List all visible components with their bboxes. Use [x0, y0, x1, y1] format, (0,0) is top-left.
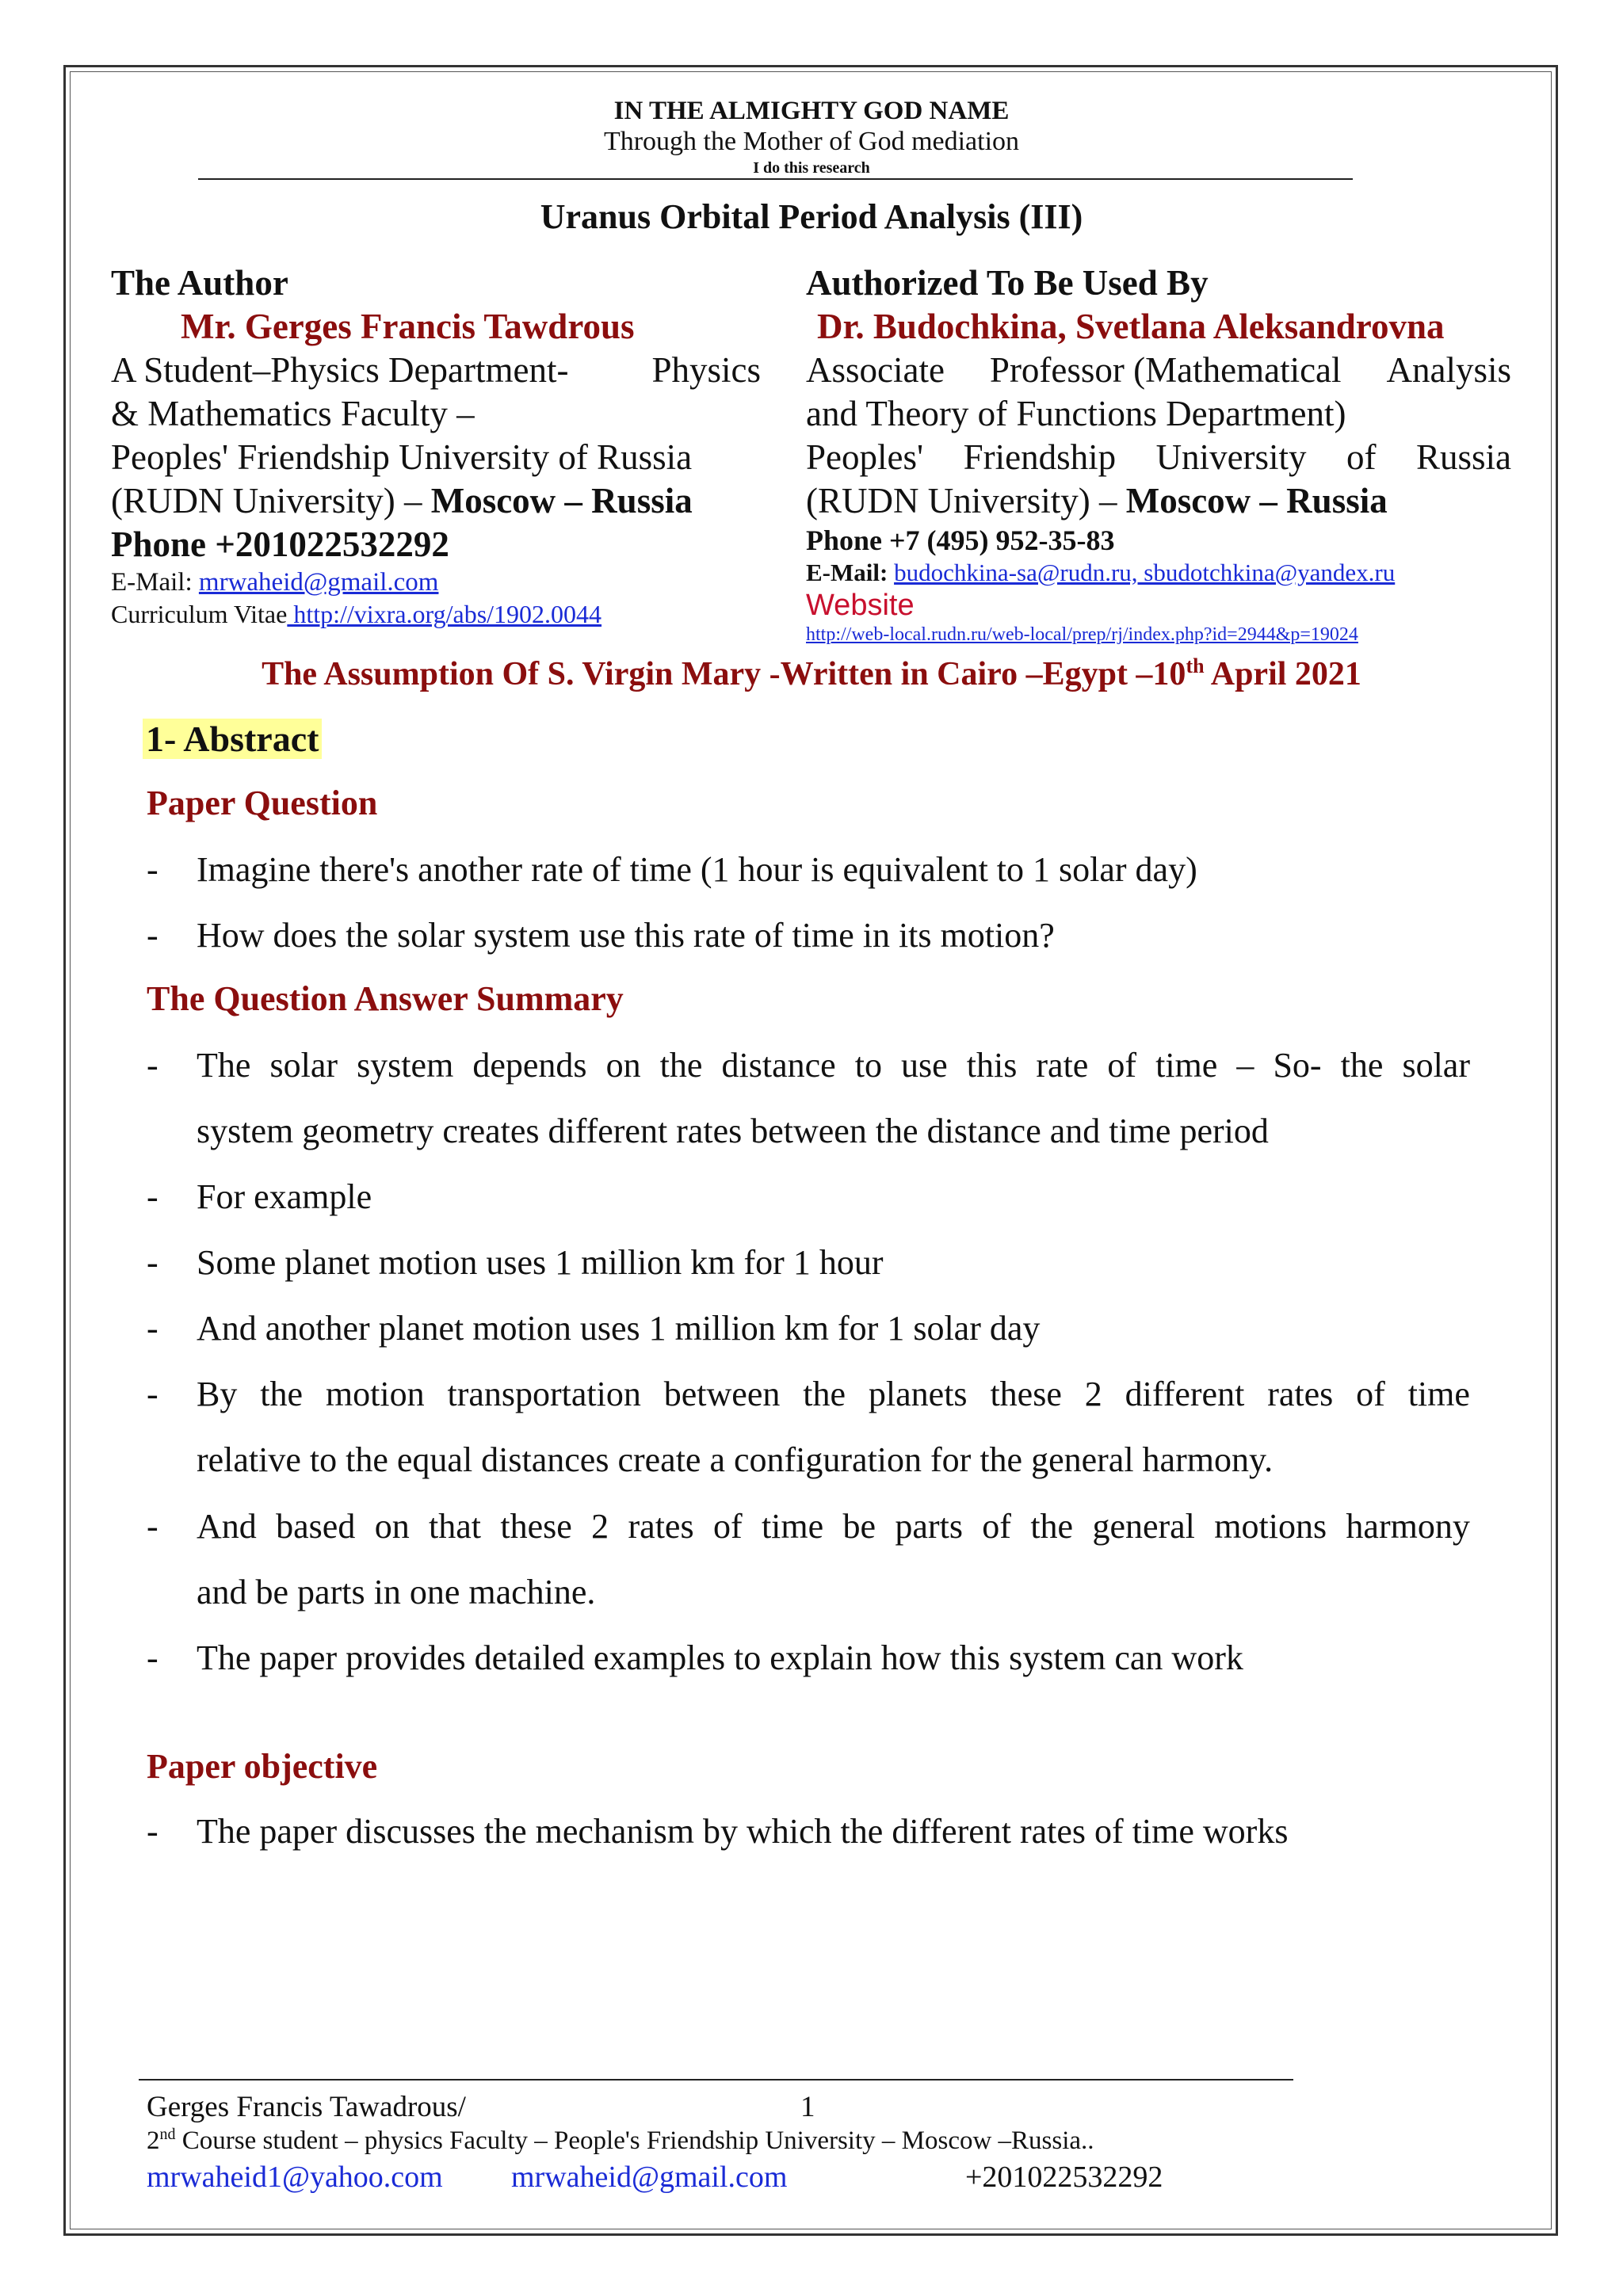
word: be [842, 1507, 876, 1546]
footer-rule [139, 2079, 1293, 2081]
justified-line [197, 1032, 1470, 1098]
authorized-line1: Associate Professor (Mathematical Analysis [806, 350, 1511, 390]
word: of [1107, 1046, 1137, 1085]
author-affiliation-line2: & Mathematics Faculty – [111, 394, 475, 433]
author-cv-link[interactable]: http://vixra.org/abs/1902.0044 [287, 600, 602, 628]
authorized-phone: Phone +7 (495) 952-35-83 [806, 524, 1115, 556]
author-name: Mr. Gerges Francis Tawdrous [181, 307, 635, 346]
footer-phone: +201022532292 [965, 2161, 1163, 2194]
word: these [990, 1375, 1062, 1413]
word: of [1356, 1375, 1385, 1413]
author-affiliation-line4: (RUDN University) – Moscow – Russia [111, 481, 693, 521]
word: the [260, 1375, 304, 1413]
word: The [197, 1046, 251, 1085]
word: different [1125, 1375, 1245, 1413]
word: distance [721, 1046, 836, 1085]
paper-title: Uranus Orbital Period Analysis (III) [540, 197, 1083, 236]
word: harmony [1346, 1507, 1470, 1546]
author-affiliation-line3: Peoples' Friendship University of Russia [111, 437, 693, 477]
word: that [429, 1507, 482, 1546]
mediation-line: Through the Mother of God mediation [603, 127, 1020, 156]
word: rates [1267, 1375, 1334, 1413]
author-email-link[interactable]: mrwaheid@gmail.com [198, 568, 439, 597]
page-number: 1 [800, 2091, 815, 2123]
author-email-line: E-Mail: mrwaheid@gmail.com [111, 568, 439, 597]
word: general [1092, 1507, 1195, 1546]
word: of [712, 1507, 743, 1546]
header-rule [198, 178, 1353, 180]
word: the [803, 1375, 846, 1413]
dedication-line: IN THE ALMIGHTY GOD NAME [613, 97, 1010, 125]
word: of [982, 1507, 1011, 1546]
justified-line [197, 1361, 1470, 1427]
authorized-name: Dr. Budochkina, Svetlana Aleksandrovna [817, 307, 1445, 346]
research-line: I do this research [753, 159, 870, 177]
author-heading: The Author [111, 263, 288, 303]
authorized-email-line: E-Mail: budochkina-sa@rudn.ru, sbudotchkina@yandex.ru [806, 559, 1396, 586]
word: rates [628, 1507, 694, 1546]
word: time [1155, 1046, 1218, 1085]
word: transportation [447, 1375, 641, 1413]
paper-objective-heading: Paper objective [147, 1747, 378, 1786]
footer-email-gmail[interactable]: mrwaheid@gmail.com [511, 2161, 788, 2194]
word: solar [1402, 1046, 1470, 1085]
authorized-line2: and Theory of Functions Department) [806, 394, 1346, 433]
word: time [1407, 1375, 1470, 1413]
authorized-line4: (RUDN University) – Moscow – Russia [806, 481, 1388, 521]
word: motion [325, 1375, 425, 1413]
footer-email-yahoo[interactable]: mrwaheid1@yahoo.com [147, 2161, 443, 2194]
word: 2 [1084, 1375, 1102, 1413]
word: the [1340, 1046, 1384, 1085]
word: these [500, 1507, 572, 1546]
word: to [854, 1046, 882, 1085]
word: And [197, 1507, 257, 1546]
author-block [111, 261, 761, 630]
word: this [966, 1046, 1018, 1085]
word: – [1236, 1046, 1254, 1085]
author-cv-line: Curriculum Vitae http://vixra.org/abs/1902.0044 [111, 600, 602, 628]
word: between [663, 1375, 781, 1413]
paper-question-heading: Paper Question [147, 784, 378, 822]
author-affiliation-line1: A Student–Physics Department- Physics [111, 350, 761, 390]
word: 2 [591, 1507, 609, 1546]
authorized-email-link[interactable]: budochkina-sa@rudn.ru, sbudotchkina@yandex.ru [894, 559, 1396, 586]
footer-course: 2nd Course student – physics Faculty – People's Friendship University – Moscow –Russia.. [147, 2126, 1094, 2155]
word: rate [1036, 1046, 1089, 1085]
word: time [761, 1507, 824, 1546]
word: parts [895, 1507, 963, 1546]
word: system [357, 1046, 454, 1085]
word: the [1030, 1507, 1074, 1546]
footer-author: Gerges Francis Tawadrous/ [147, 2091, 466, 2123]
word: use [901, 1046, 948, 1085]
authorized-website-label: Website [806, 589, 915, 622]
word: depends [472, 1046, 587, 1085]
authorized-line3: Peoples' Friendship University of Russia [806, 437, 1511, 477]
abstract-heading: 1- Abstract [143, 718, 322, 760]
authorized-heading: Authorized To Be Used By [806, 263, 1209, 303]
justified-line [197, 1493, 1470, 1559]
word: based [276, 1507, 356, 1546]
word: motions [1214, 1507, 1327, 1546]
authorized-website-link[interactable]: http://web-local.rudn.ru/web-local/prep/rj/index.php?id=2944&p=19024 [806, 624, 1358, 645]
word: solar [269, 1046, 338, 1085]
word: on [374, 1507, 410, 1546]
word: By [197, 1375, 238, 1413]
authorized-block [806, 261, 1511, 646]
word: on [605, 1046, 641, 1085]
word: So- [1273, 1046, 1322, 1085]
author-phone: Phone +201022532292 [111, 524, 449, 564]
word: the [659, 1046, 703, 1085]
answer-summary-heading: The Question Answer Summary [147, 979, 624, 1018]
assumption-line: The Assumption Of S. Virgin Mary -Written in Cairo –Egypt –10th April 2021 [262, 654, 1361, 692]
word: planets [868, 1375, 968, 1413]
